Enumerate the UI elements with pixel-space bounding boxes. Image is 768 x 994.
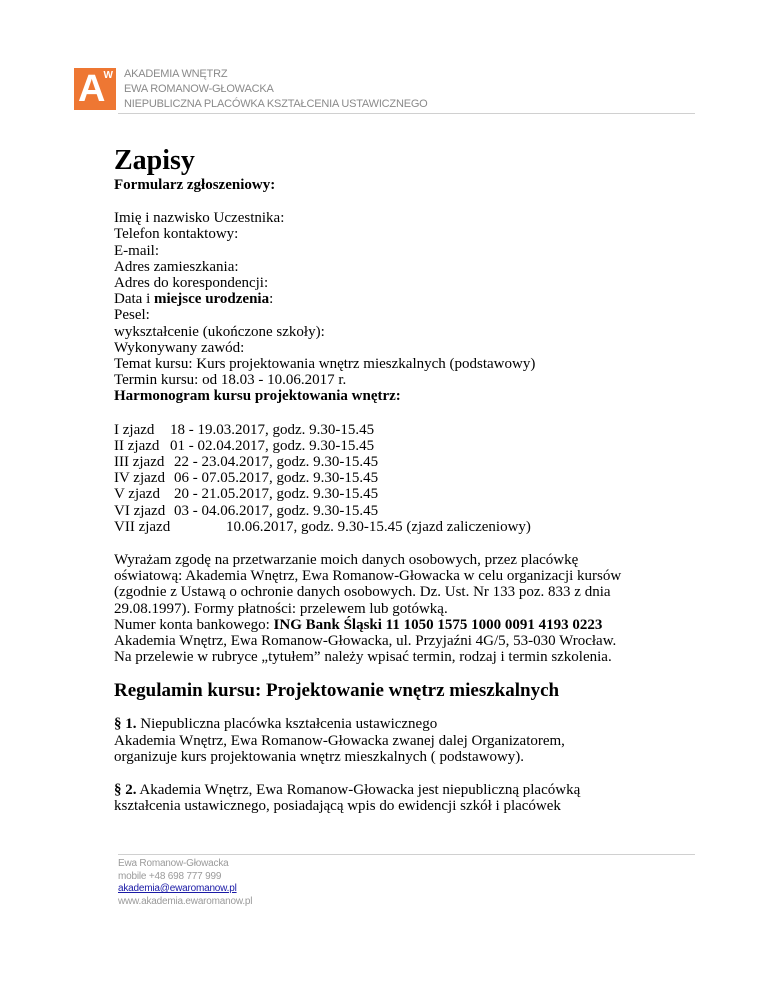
paragraph-2: § 2. Akademia Wnętrz, Ewa Romanow-Głowacka jest niepubliczną placówką kształcenia ustawicznego, posiadającą wpis do ewidencji szkół i placówek xyxy=(114,781,581,815)
logo-letter: A xyxy=(78,68,106,110)
footer-contact xyxy=(118,858,252,908)
form-field-label: Pesel: xyxy=(114,307,150,324)
course-topic: Temat kursu: Kurs projektowania wnętrz mieszkalnych (podstawowy) xyxy=(114,356,536,373)
bank-account: Numer konta bankowego: ING Bank Śląski 11 1050 1575 1000 0091 4193 0223 xyxy=(114,616,603,633)
paragraph-number: § 1. xyxy=(114,716,137,733)
schedule-heading: Harmonogram kursu projektowania wnętrz: xyxy=(114,388,401,405)
schedule-row: VI zjazd 03 - 04.06.2017, godz. 9.30-15.45 xyxy=(114,502,379,519)
form-field-label: Adres zamieszkania: xyxy=(114,258,239,275)
form-field-label: Adres do korespondencji: xyxy=(114,275,269,292)
form-field-label: Telefon kontaktowy: xyxy=(114,226,239,243)
org-line: NIEPUBLICZNA PLACÓWKA KSZTAŁCENIA USTAWICZNEGO xyxy=(124,98,428,110)
schedule-row: III zjazd 22 - 23.04.2017, godz. 9.30-15.45 xyxy=(114,454,379,471)
birth-field-label: Data i miejsce urodzenia: xyxy=(114,291,274,308)
page-title: Zapisy xyxy=(114,145,195,176)
footer-email-link[interactable]: akademia@ewaromanow.pl xyxy=(118,883,237,894)
logo-superscript: W xyxy=(103,70,113,81)
form-field-label: Wykonywany zawód: xyxy=(114,339,245,356)
form-subtitle: Formularz zgłoszeniowy: xyxy=(114,177,276,193)
org-line: EWA ROMANOW-GŁOWACKA xyxy=(124,83,274,95)
schedule-row: VII zjazd 10.06.2017, godz. 9.30-15.45 (zjazd zaliczeniowy) xyxy=(114,518,531,535)
organization-name xyxy=(124,67,428,112)
schedule-row: I zjazd 18 - 19.03.2017, godz. 9.30-15.45 xyxy=(114,421,375,438)
header-divider xyxy=(118,113,695,114)
org-line: AKADEMIA WNĘTRZ xyxy=(124,68,228,80)
logo xyxy=(74,68,116,110)
regulamin-heading: Regulamin kursu: Projektowanie wnętrz mieszkalnych xyxy=(114,680,560,702)
schedule-list xyxy=(114,422,714,535)
paragraph-number: § 2. xyxy=(114,781,137,798)
paragraph-1: § 1. Niepubliczna placówka kształcenia ustawicznego Akademia Wnętrz, Ewa Romanow-Głowacka zwanej dalej Organizatorem, organizuje kurs projektowania wnętrz mieszkalnych ( podstawowy). xyxy=(114,716,565,765)
footer-divider xyxy=(118,854,695,855)
course-dates: Termin kursu: od 18.03 - 10.06.2017 r. xyxy=(114,372,347,389)
document-body xyxy=(114,145,714,814)
schedule-row: II zjazd 01 - 02.04.2017, godz. 9.30-15.45 xyxy=(114,437,375,454)
schedule-row: IV zjazd 06 - 07.05.2017, godz. 9.30-15.45 xyxy=(114,470,379,487)
schedule-row: V zjazd 20 - 21.05.2017, godz. 9.30-15.45 xyxy=(114,486,379,503)
transfer-instruction: Na przelewie w rubryce „tytułem” należy wpisać termin, rodzaj i termin szkolenia. xyxy=(114,649,612,666)
form-field-label: Imię i nazwisko Uczestnika: xyxy=(114,210,285,227)
footer-mobile: mobile +48 698 777 999 xyxy=(118,870,222,882)
form-field-label: E-mail: xyxy=(114,242,159,259)
footer-name: Ewa Romanow-Głowacka xyxy=(118,858,229,869)
address-line: Akademia Wnętrz, Ewa Romanow-Głowacka, ul. Przyjaźni 4G/5, 53-030 Wrocław. xyxy=(114,632,617,649)
form-field-label: wykształcenie (ukończone szkoły): xyxy=(114,323,325,340)
consent-paragraph: Wyrażam zgodę na przetwarzanie moich danych osobowych, przez placówkę oświatową: Akademia Wnętrz, Ewa Romanow-Głowacka w celu organizacji kursów (zgodnie z Ustawą o ochronie danych osobowych. Dz. Ust. Nr 133 poz. 833 z dnia 29.08.1997). Formy płatności: przelewem lub gotówką. Numer konta bankowego: ING Bank Śląski 11 1050 1575 1000 0091 4193 0223 Akademia Wnętrz, Ewa Romanow-Głowacka, ul. Przyjaźni 4G/5, 53-030 Wrocław. Na przelewie w rubryce „tytułem” należy wpisać termin, rodzaj i termin szkolenia. xyxy=(114,552,714,665)
footer-website[interactable]: www.akademia.ewaromanow.pl xyxy=(118,895,253,907)
